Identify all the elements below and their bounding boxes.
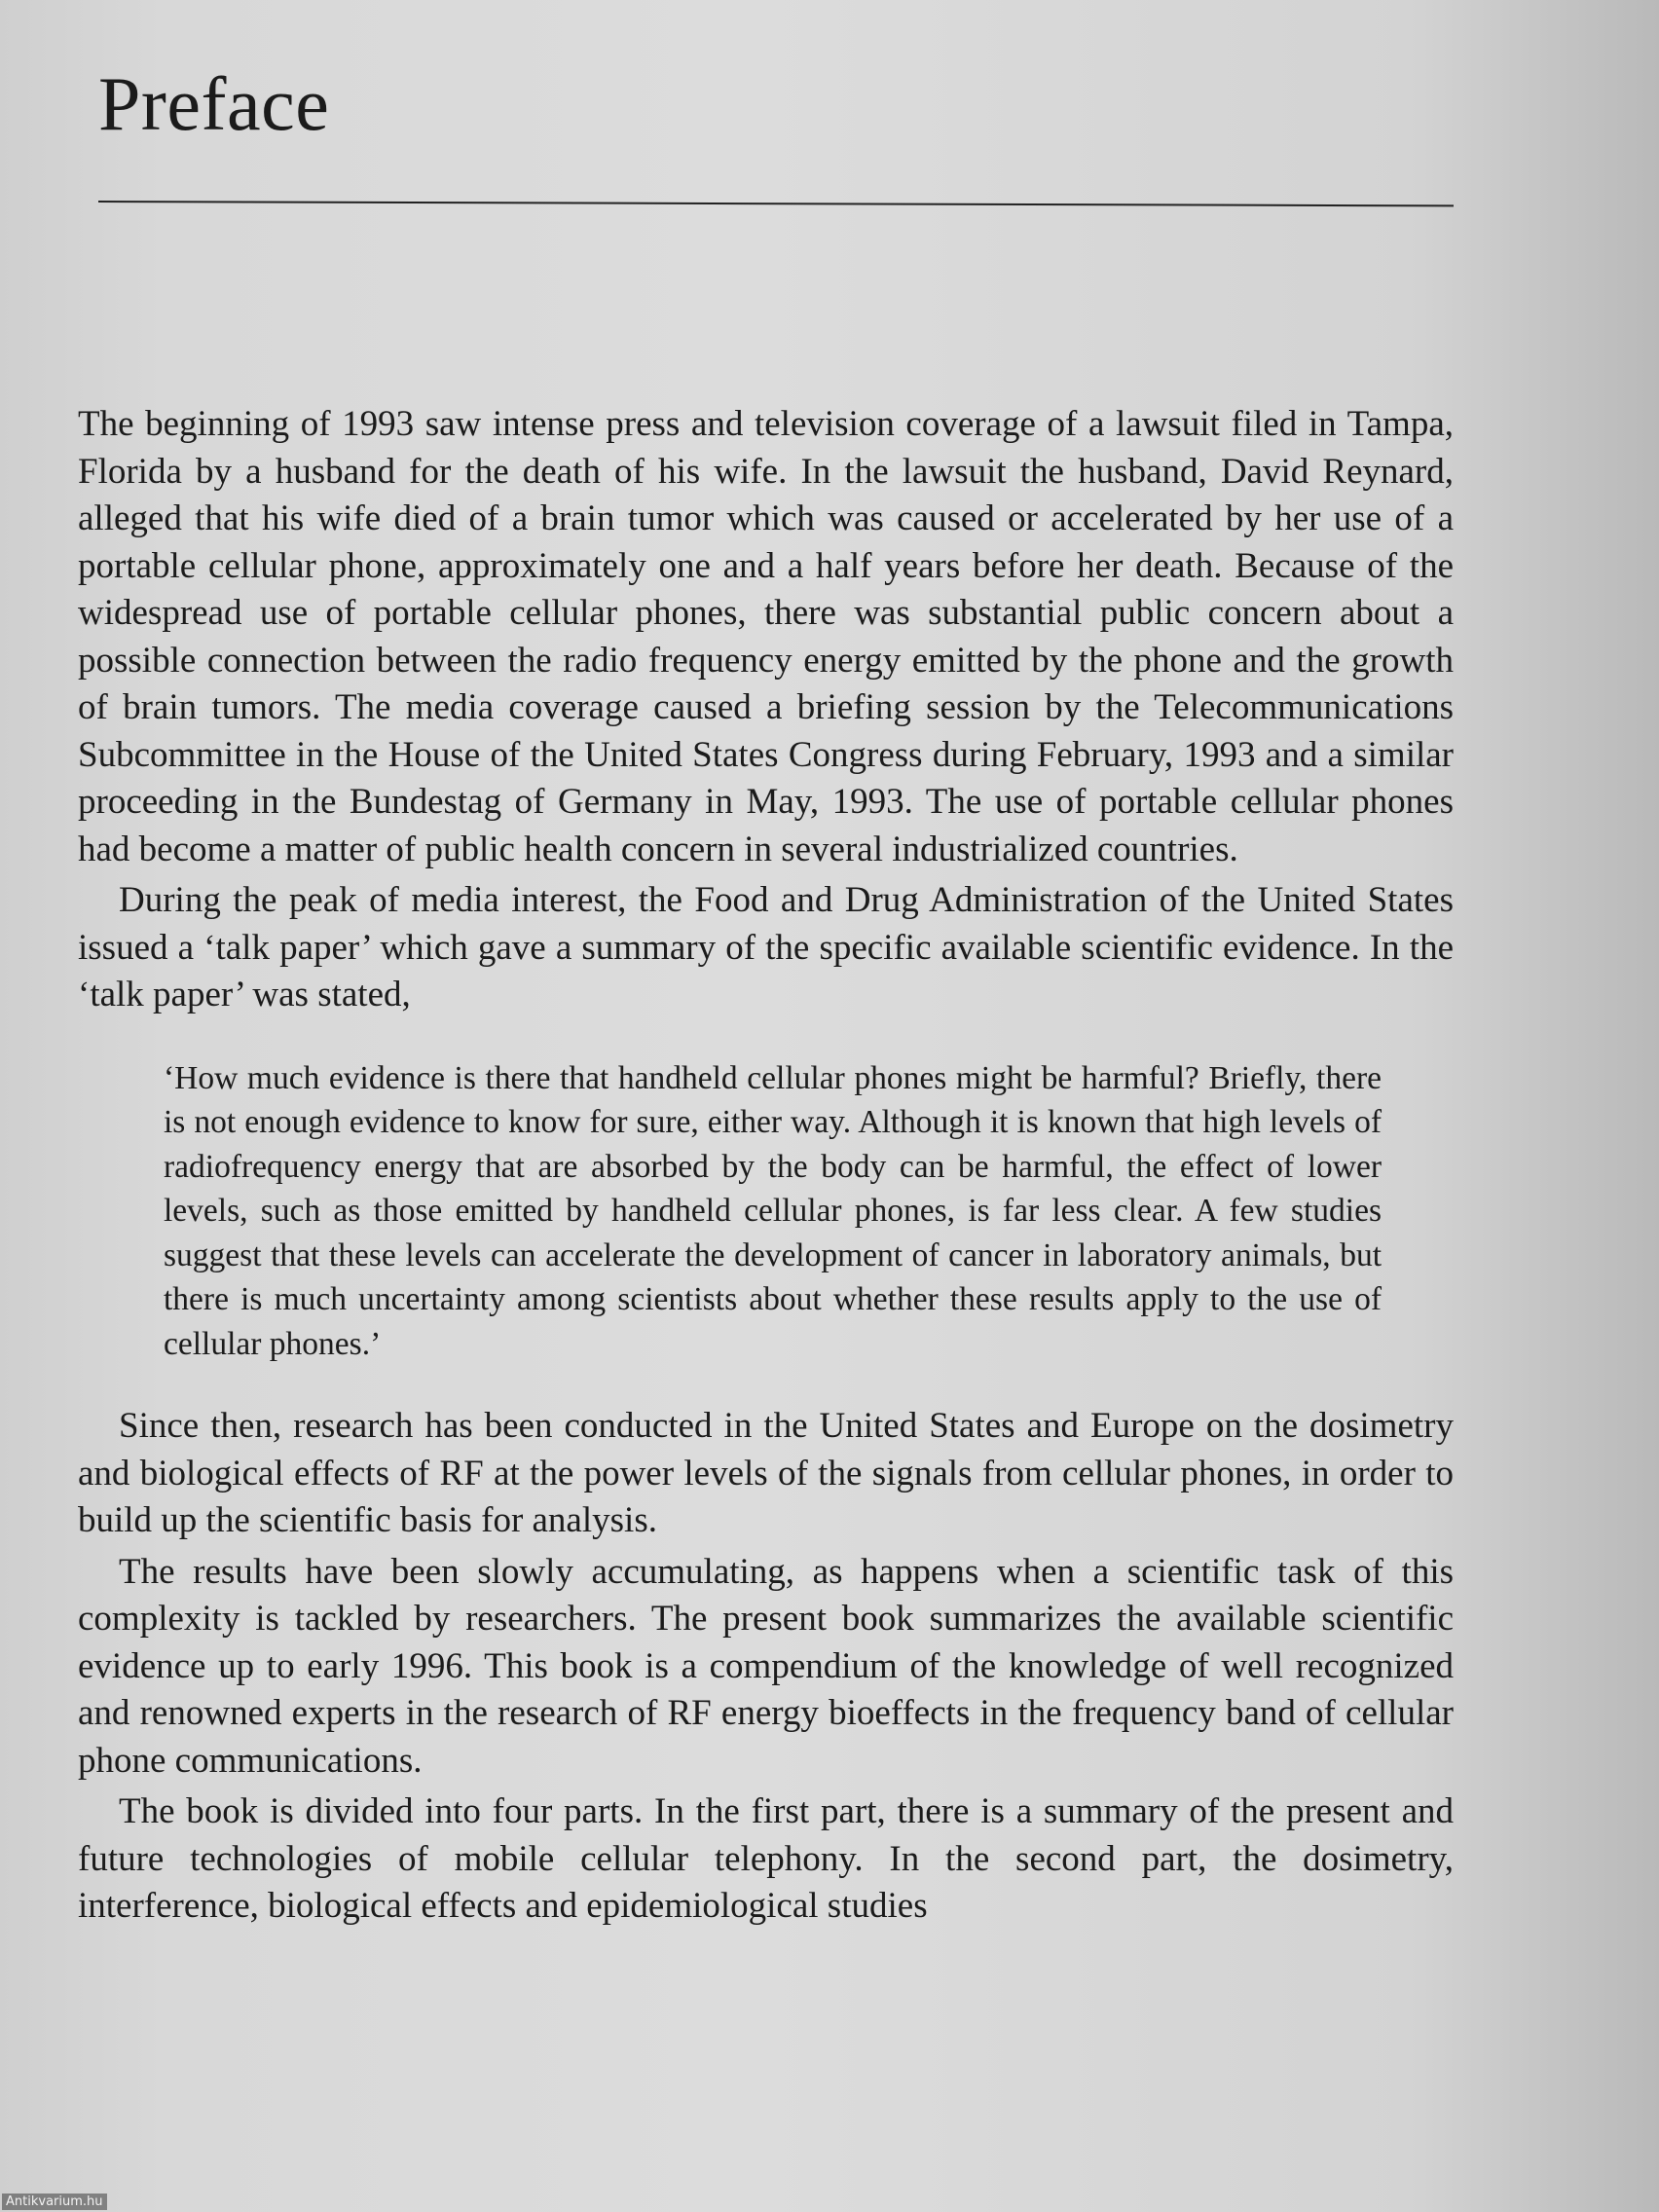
paragraph-4: The results have been slowly accumulating, as happens when a scientific task of this complexity is tackled by researchers. The present book summarizes the available scientific evidence up to early 1996. This book is a compendium of the knowledge of well recognized and renowned experts in the research of RF energy bioeffects in the frequency band of cellular phone communications. [78, 1551, 1454, 1781]
paragraph-5: The book is divided into four parts. In the first part, there is a summary of the present and future technologies of mobile cellular telephony. In the second part, the dosimetry, interference, biological effects and epidemiological studies [78, 1791, 1454, 1926]
block-quote: ‘How much evidence is there that handheld cellular phones might be harmful? Briefly, there is not enough evidence to know for sure, either way. Although it is known that high levels of radiofrequency energy that are absorbed by the body can be harmful, the effect of lower levels, such as those emitted by handheld cellular phones, is far less clear. A few studies suggest that these levels can accelerate the development of cancer in laboratory animals, but there is much uncertainty among scientists about whether these results apply to the use of cellular phones.’ [164, 1059, 1382, 1362]
paragraph-1: The beginning of 1993 saw intense press and television coverage of a lawsuit filed in Tampa, Florida by a husband for the death of his wife. In the lawsuit the husband, David Reynard, alleged that his wife died of a brain tumor which was caused or accelerated by her use of a portable cellular phone, approximately one and a half years before her death. Because of the widespread use of portable cellular phones, there was substantial public concern about a possible connection between the radio frequency energy emitted by the phone and the growth of brain tumors. The media coverage caused a briefing session by the Telecommunications Subcommittee in the House of the United States Congress during February, 1993 and a similar proceeding in the Bundestag of Germany in May, 1993. The use of portable cellular phones had become a matter of public health concern in several industrialized countries. [78, 404, 1454, 869]
page-title: Preface [98, 61, 330, 146]
paragraph-2: During the peak of media interest, the Food and Drug Administration of the United States issued a ‘talk paper’ which gave a summary of the specific available scientific evidence. In the ‘talk paper’ was stated, [78, 880, 1454, 1014]
body-text [78, 401, 1454, 1935]
watermark: Antikvarium.hu [2, 2194, 107, 2210]
paragraph-3: Since then, research has been conducted in the United States and Europe on the dosimetry and biological effects of RF at the power levels of the signals from cellular phones, in order to build up the scientific basis for analysis. [78, 1406, 1454, 1540]
title-rule [98, 201, 1454, 206]
